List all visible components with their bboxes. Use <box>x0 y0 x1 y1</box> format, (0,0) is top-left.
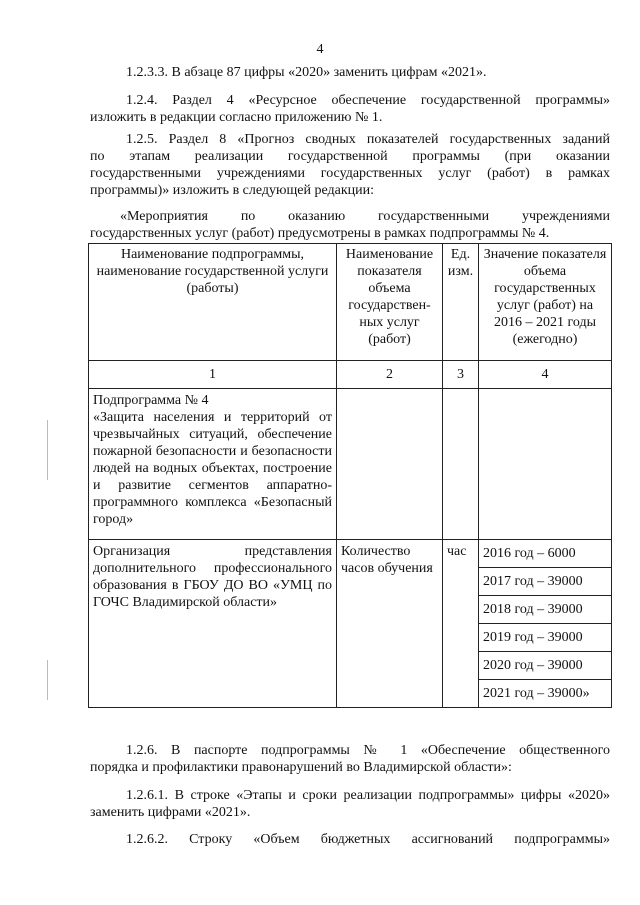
table-column-numbers-row <box>89 361 612 389</box>
paragraph-line: государственных услуг (работ) предусмотрены в рамках подпрограммы № 4. <box>90 226 550 241</box>
header-cell: Значение показателя объема государственных услуг (работ) на 2016 – 2021 годы (ежегодно) <box>479 244 612 361</box>
table-row-service <box>89 540 612 708</box>
paragraph-1-2-6 <box>90 742 610 776</box>
paragraph-line: 1.2.5. Раздел 8 «Прогноз сводных показателей государственных заданий <box>126 132 610 147</box>
values-cell <box>479 540 612 708</box>
column-number: 4 <box>479 361 612 389</box>
subprogram-description: «Защита населения и территорий от чрезвычайных ситуаций, обеспечение пожарной безопасности и безопасности людей на водных объектах, построение и развитие сегментов аппаратно-программного комплекса «Безопасный город» <box>93 410 332 527</box>
header-cell: Ед. изм. <box>443 244 479 361</box>
subprogram-title: Подпрограмма № 4 <box>93 393 209 408</box>
year-value: 2018 год – 39000 <box>479 596 611 624</box>
empty-cell <box>337 389 443 540</box>
year-value: 2016 год – 6000 <box>479 540 611 568</box>
paragraph-line: 1.2.6. В паспорте подпрограммы № 1 «Обеспечение общественного <box>126 743 610 758</box>
paragraph-1-2-3-3 <box>90 64 610 81</box>
paragraph-measures-intro <box>90 208 610 242</box>
paragraph-text: 1.2.3.3. В абзаце 87 цифры «2020» заменить цифрам «2021». <box>126 65 487 80</box>
indicator-cell: Количество часов обучения <box>337 540 443 708</box>
year-value: 2020 год – 39000 <box>479 652 611 680</box>
year-value: 2017 год – 39000 <box>479 568 611 596</box>
header-cell: Наименование показателя объема государствен-ных услуг (работ) <box>337 244 443 361</box>
paragraph-line: заменить цифрами «2021». <box>90 805 251 820</box>
paragraph-line: программы)» изложить в следующей редакции: <box>90 183 375 198</box>
empty-cell <box>479 389 612 540</box>
paragraph-1-2-6-1 <box>90 787 610 821</box>
empty-cell <box>443 389 479 540</box>
paragraph-line: «Мероприятия по оказанию государственными учреждениями <box>120 209 610 224</box>
services-table <box>88 243 612 708</box>
table-header-row <box>89 244 612 361</box>
scan-margin-mark <box>47 660 48 700</box>
paragraph-line: порядка и профилактики правонарушений во Владимирской области»: <box>90 760 512 775</box>
column-number: 3 <box>443 361 479 389</box>
column-number: 1 <box>89 361 337 389</box>
service-name-cell: Организация представления дополнительного профессионального образования в ГБОУ ДО ВО «УМЦ по ГОЧС Владимирской области» <box>89 540 337 708</box>
paragraph-line: 1.2.6.1. В строке «Этапы и сроки реализации подпрограммы» цифры «2020» <box>126 788 610 803</box>
unit-cell: час <box>443 540 479 708</box>
paragraph-line: 1.2.6.2. Строку «Объем бюджетных ассигнований подпрограммы» <box>126 832 610 847</box>
paragraph-line: по этапам реализации государственной программы (при оказании <box>90 149 610 164</box>
year-value: 2019 год – 39000 <box>479 624 611 652</box>
year-value: 2021 год – 39000» <box>483 686 590 701</box>
paragraph-line: изложить в редакции согласно приложению № 1. <box>90 110 383 125</box>
paragraph-1-2-5 <box>90 131 610 199</box>
subprogram-cell <box>89 389 337 540</box>
table-row-subprogram <box>89 389 612 540</box>
column-number: 2 <box>337 361 443 389</box>
paragraph-1-2-6-2 <box>90 831 610 848</box>
page-number: 4 <box>316 42 324 57</box>
scan-margin-mark <box>47 420 48 480</box>
paragraph-line: государственными учреждениями государственных услуг (работ) в рамках <box>90 166 610 181</box>
paragraph-line: 1.2.4. Раздел 4 «Ресурсное обеспечение государственной программы» <box>126 93 610 108</box>
paragraph-1-2-4 <box>90 92 610 126</box>
header-cell: Наименование подпрограммы, наименование государственной услуги (работы) <box>89 244 337 361</box>
